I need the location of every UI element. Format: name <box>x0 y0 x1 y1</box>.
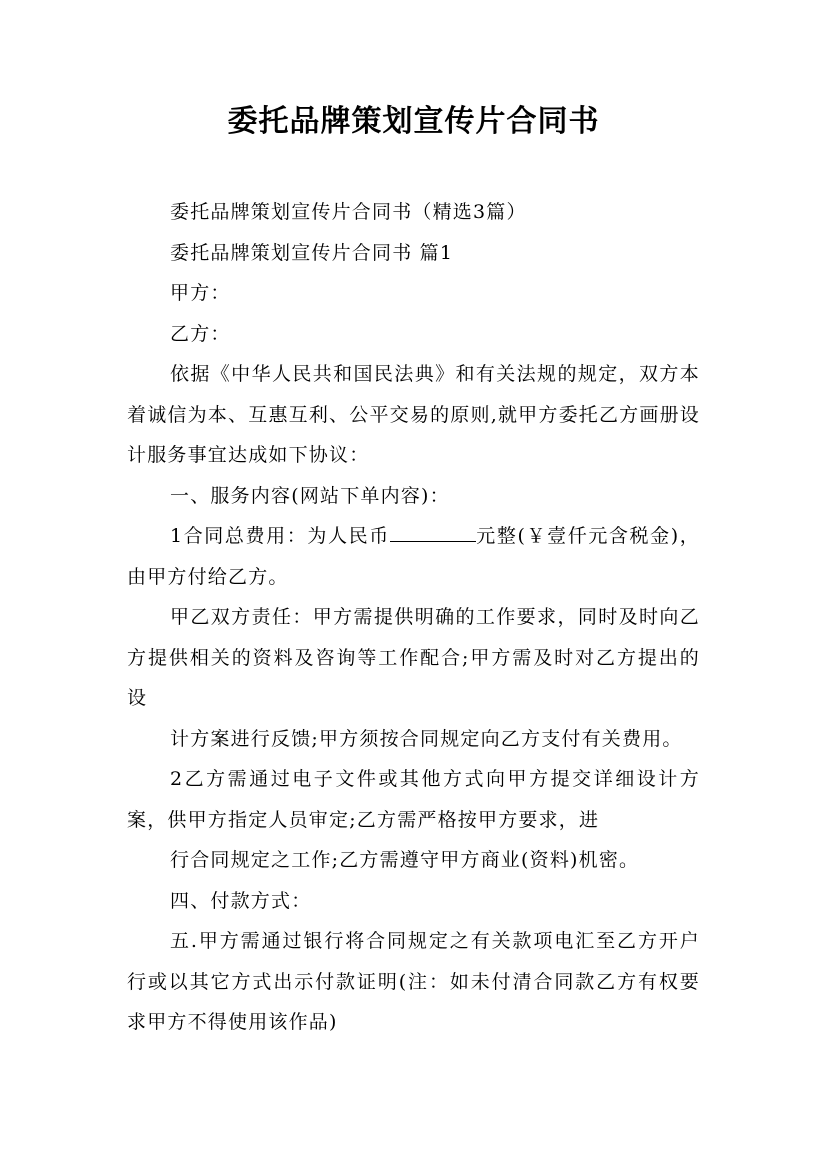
fee-amount-blank <box>390 523 476 542</box>
paragraph-responsibilities: 甲乙双方责任：甲方需提供明确的工作要求，同时及时向乙方提供相关的资料及咨询等工作配合;甲方需及时对乙方提出的设 <box>127 606 700 709</box>
paragraph-legal-basis: 依据《中华人民共和国民法典》和有关法规的规定，双方本着诚信为本、互惠互利、公平交易的原则,就甲方委托乙方画册设计服务事宜达成如下协议： <box>127 363 700 466</box>
paragraph-design-submission: 2乙方需通过电子文件或其他方式向甲方提交详细设计方案，供甲方指定人员审定;乙方需严格按甲方要求，进 <box>127 768 700 831</box>
paragraph-bank-transfer: 五.甲方需通过银行将合同规定之有关款项电汇至乙方开户行或以其它方式出示付款证明(注：如未付清合同款乙方有权要求甲方不得使用该作品) <box>127 930 700 1033</box>
paragraph-confidentiality: 行合同规定之工作;乙方需遵守甲方商业(资料)机密。 <box>170 849 640 871</box>
document-title: 委托品牌策划宣传片合同书 <box>227 104 600 139</box>
paragraph-feedback: 计方案进行反馈;甲方须按合同规定向乙方支付有关费用。 <box>170 727 683 750</box>
paragraph-party-b: 乙方： <box>170 322 231 345</box>
paragraph-payment-method: 四、付款方式： <box>170 889 312 912</box>
paragraph-service-content: 一、服务内容(网站下单内容)： <box>170 484 450 507</box>
paragraph-section-heading: 委托品牌策划宣传片合同书 篇1 <box>170 241 454 264</box>
fee-text-after: 元整(￥壹仟元含税金)，由甲方付给乙方。 <box>127 525 700 588</box>
fee-text-before: 1合同总费用：为人民币 <box>170 525 390 547</box>
paragraph-subtitle: 委托品牌策划宣传片合同书（精选3篇） <box>170 201 527 223</box>
paragraph-total-fee <box>127 516 700 597</box>
document-body <box>127 192 700 1043</box>
paragraph-party-a: 甲方： <box>170 282 231 304</box>
